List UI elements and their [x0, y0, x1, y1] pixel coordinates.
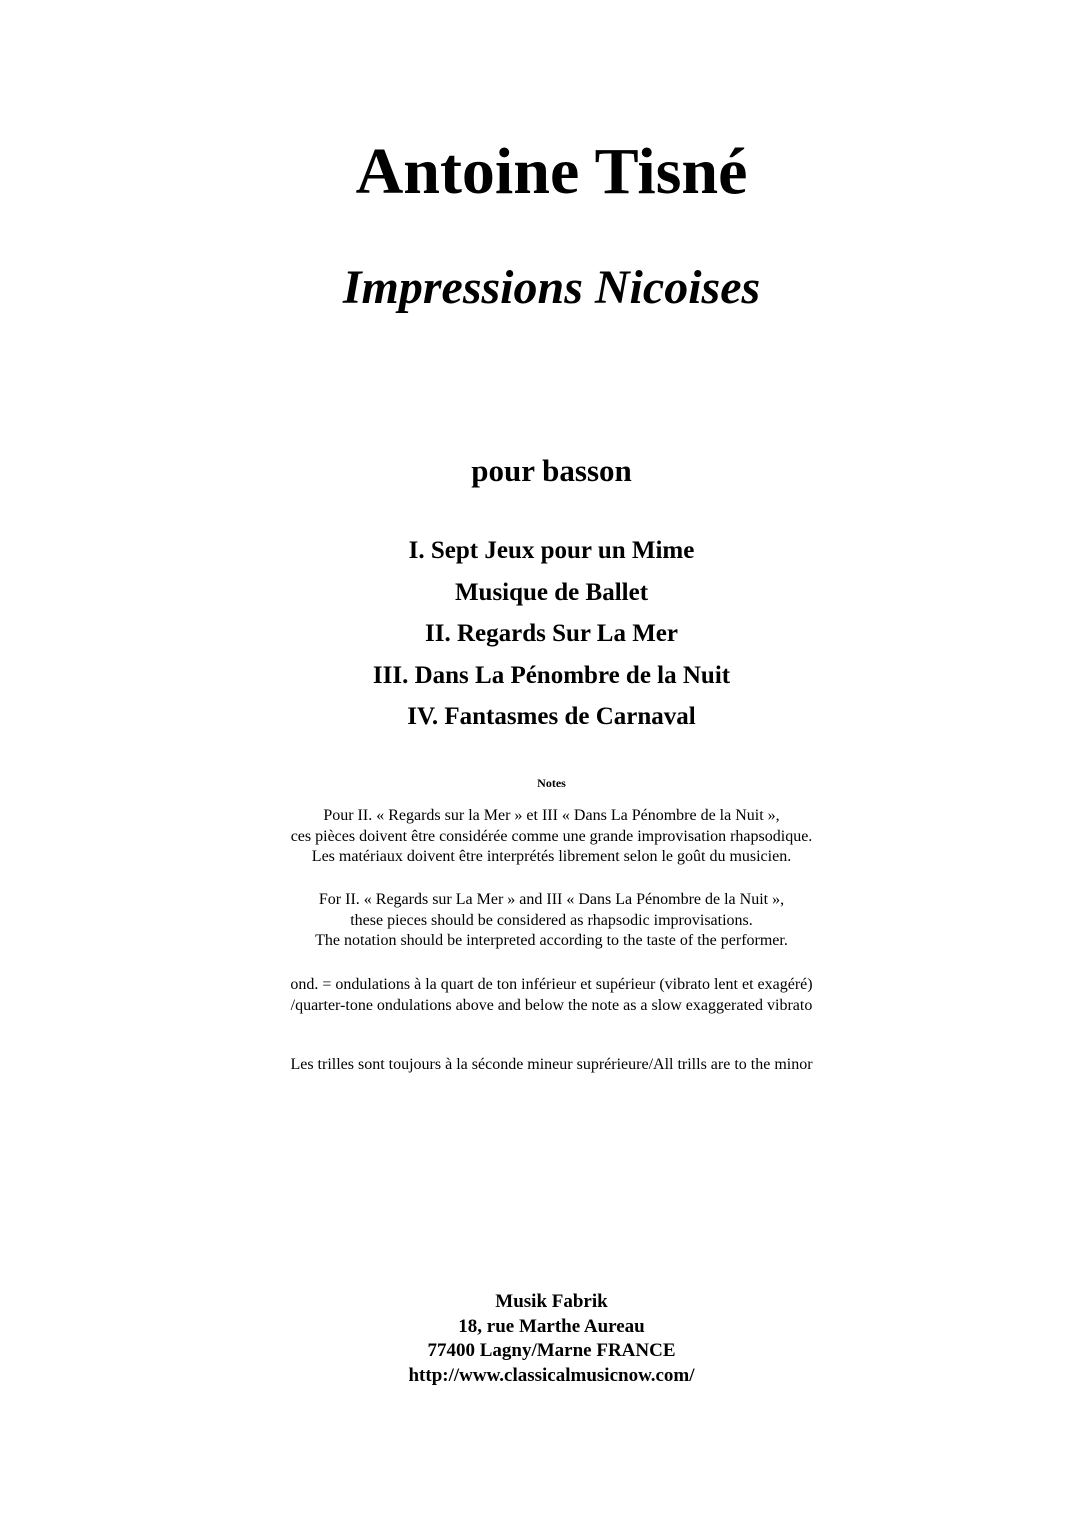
- note-line: The notation should be interpreted according to the taste of the performer.: [315, 932, 788, 949]
- movement-item: II. Regards Sur La Mer: [424, 620, 678, 647]
- publisher-block: [0, 1290, 1071, 1388]
- notes-french: [0, 806, 1071, 868]
- publisher-city: 77400 Lagny/Marne FRANCE: [427, 1340, 676, 1361]
- movement-item: III. Dans La Pénombre de la Nuit: [372, 661, 731, 689]
- movement-item: IV. Fantasmes de Carnaval: [407, 703, 696, 730]
- notes-heading: Notes: [537, 776, 566, 790]
- note-line: ond. = ondulations à la quart de ton inférieur et supérieur (vibrato lent et exagéré): [290, 976, 813, 993]
- movement-list: [0, 530, 1071, 738]
- movement-subtitle: Musique de Ballet: [454, 578, 649, 606]
- note-line: Les trilles sont toujours à la séconde mineur suprérieure/All trills are to the minor: [290, 1056, 813, 1073]
- notes-trills: [0, 1055, 1071, 1076]
- note-line: For II. « Regards sur La Mer » and III « Dans La Pénombre de la Nuit »,: [318, 891, 785, 908]
- work-title: Impressions Nicoises: [342, 261, 761, 314]
- note-line: Pour II. « Regards sur la Mer » et III « Dans La Pénombre de la Nuit »,: [323, 807, 780, 824]
- publisher-street: 18, rue Marthe Aureau: [458, 1315, 645, 1337]
- instrumentation: pour basson: [471, 453, 632, 488]
- note-line: ces pièces doivent être considérée comme une grande improvisation rhapsodique.: [290, 827, 813, 845]
- note-line: Les matériaux doivent être interprétés librement selon le goût du musicien.: [311, 848, 792, 865]
- movement-item: I. Sept Jeux pour un Mime: [408, 537, 695, 564]
- notes-english: [0, 890, 1071, 952]
- note-line: /quarter-tone ondulations above and below the note as a slow exaggerated vibrato: [290, 996, 813, 1014]
- publisher-name: Musik Fabrik: [495, 1291, 608, 1312]
- notes-ondulations: [0, 975, 1071, 1016]
- note-line: these pieces should be considered as rhapsodic improvisations.: [350, 911, 753, 929]
- composer-name: Antoine Tisné: [355, 135, 748, 208]
- publisher-url: http://www.classicalmusicnow.com/: [408, 1364, 695, 1386]
